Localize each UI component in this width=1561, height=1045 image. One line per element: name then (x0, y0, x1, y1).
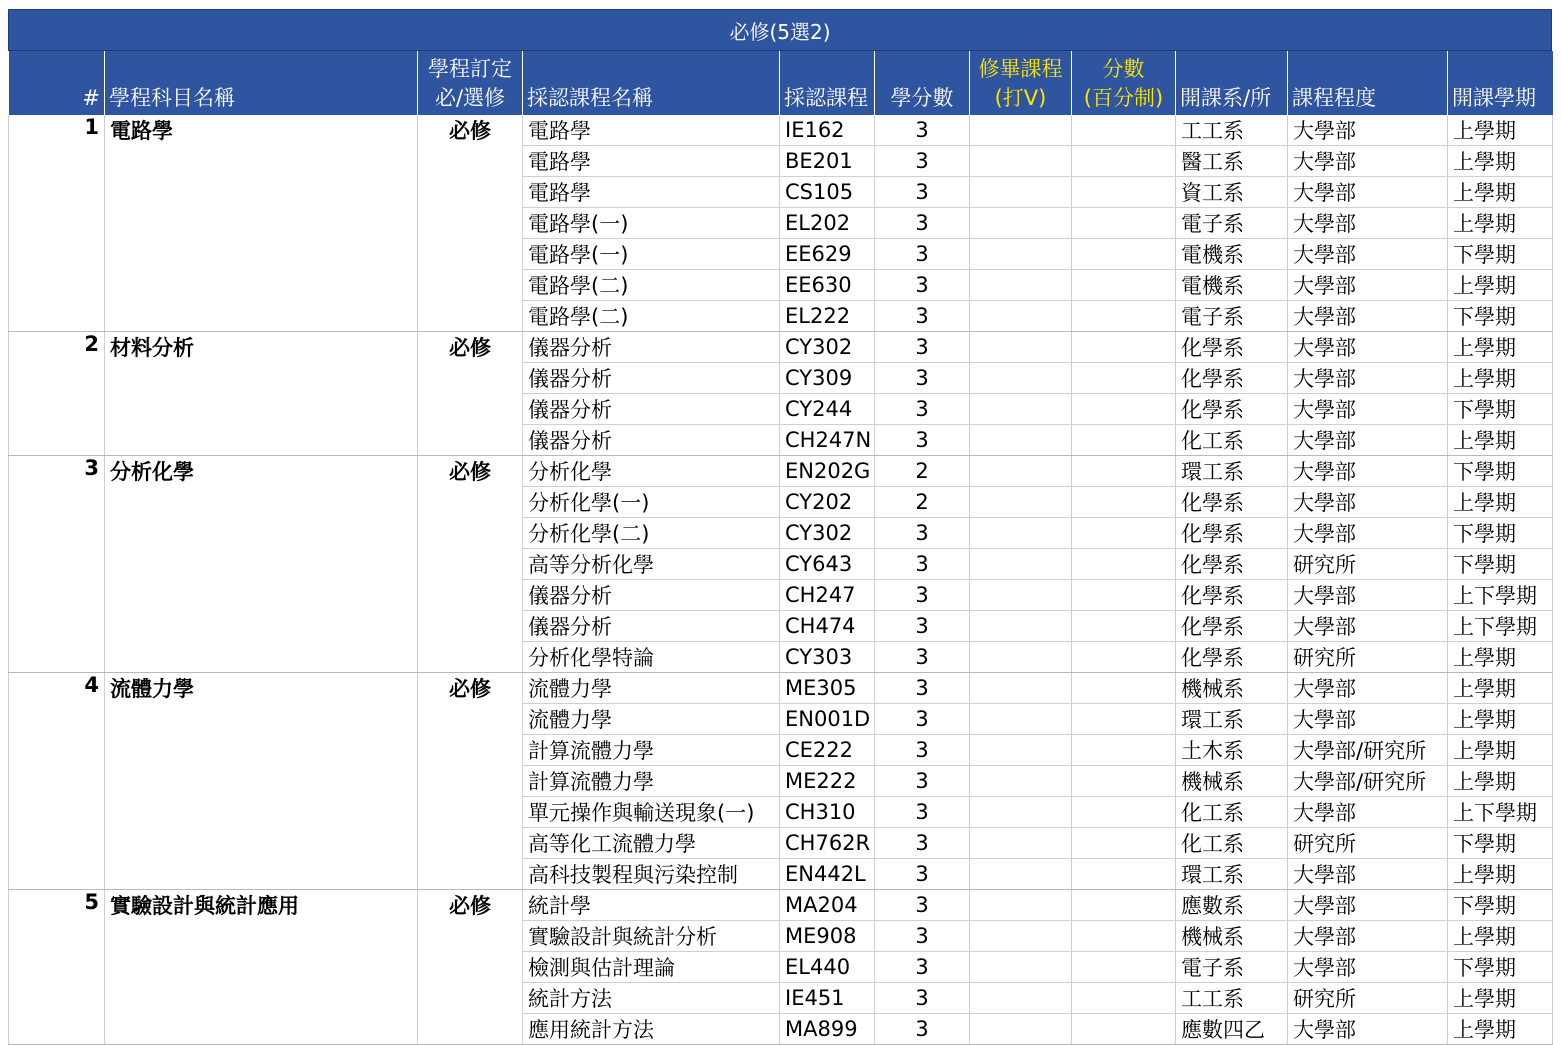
course-semester: 上學期 (1448, 1014, 1553, 1045)
course-department: 應數四乙 (1176, 1014, 1288, 1045)
course-name: 應用統計方法 (523, 1014, 780, 1045)
course-code: MA899 (780, 1014, 875, 1045)
score-cell[interactable] (1072, 704, 1176, 735)
course-semester: 上學期 (1448, 735, 1553, 766)
course-name: 儀器分析 (523, 394, 780, 425)
group-required: 必修 (418, 332, 523, 456)
course-department: 化學系 (1176, 363, 1288, 394)
course-credits: 3 (875, 425, 970, 456)
course-code: CY302 (780, 332, 875, 363)
course-credits: 3 (875, 952, 970, 983)
course-name: 統計學 (523, 890, 780, 921)
header-credits: 學分數 (875, 51, 970, 115)
course-level: 大學部/研究所 (1288, 766, 1448, 797)
course-credits: 3 (875, 518, 970, 549)
course-credits: 3 (875, 115, 970, 146)
course-code: CY309 (780, 363, 875, 394)
header-course-code: 採認課程 (780, 51, 875, 115)
course-level: 大學部 (1288, 425, 1448, 456)
course-code: EL202 (780, 208, 875, 239)
course-name: 流體力學 (523, 673, 780, 704)
score-cell[interactable] (1072, 766, 1176, 797)
course-semester: 下學期 (1448, 456, 1553, 487)
completed-mark-cell[interactable] (970, 673, 1072, 704)
score-cell[interactable] (1072, 1014, 1176, 1045)
course-semester: 上學期 (1448, 425, 1553, 456)
score-cell[interactable] (1072, 580, 1176, 611)
table-row (9, 890, 1553, 921)
score-cell[interactable] (1072, 642, 1176, 673)
course-code: CY244 (780, 394, 875, 425)
score-cell[interactable] (1072, 921, 1176, 952)
course-semester: 上學期 (1448, 859, 1553, 890)
completed-mark-cell[interactable] (970, 301, 1072, 332)
course-credits: 3 (875, 146, 970, 177)
section-banner: 必修(5選2) (8, 9, 1552, 51)
score-cell[interactable] (1072, 115, 1176, 146)
score-cell[interactable] (1072, 425, 1176, 456)
score-cell[interactable] (1072, 735, 1176, 766)
course-code: EN001D (780, 704, 875, 735)
course-department: 化工系 (1176, 425, 1288, 456)
course-semester: 上學期 (1448, 270, 1553, 301)
group-subject: 流體力學 (105, 673, 418, 890)
course-level: 大學部 (1288, 332, 1448, 363)
score-cell[interactable] (1072, 177, 1176, 208)
course-name: 電路學(一) (523, 208, 780, 239)
course-level: 大學部 (1288, 363, 1448, 394)
course-semester: 下學期 (1448, 239, 1553, 270)
course-name: 電路學 (523, 115, 780, 146)
course-name: 分析化學 (523, 456, 780, 487)
header-department: 開課系/所 (1176, 51, 1288, 115)
score-cell[interactable] (1072, 146, 1176, 177)
table-row (9, 456, 1553, 487)
completed-mark-cell[interactable] (970, 580, 1072, 611)
course-credits: 2 (875, 456, 970, 487)
group-index: 4 (9, 673, 105, 890)
course-credits: 3 (875, 363, 970, 394)
group-required: 必修 (418, 673, 523, 890)
course-name: 電路學(二) (523, 301, 780, 332)
course-department: 化學系 (1176, 487, 1288, 518)
course-department: 電子系 (1176, 301, 1288, 332)
score-cell[interactable] (1072, 208, 1176, 239)
course-credits: 3 (875, 332, 970, 363)
course-department: 應數系 (1176, 890, 1288, 921)
header-completed-line2: (打V) (994, 86, 1047, 110)
course-credits: 3 (875, 1014, 970, 1045)
header-completed (970, 51, 1072, 115)
table-row (9, 332, 1553, 363)
course-semester: 上學期 (1448, 208, 1553, 239)
course-department: 電機系 (1176, 270, 1288, 301)
course-department: 資工系 (1176, 177, 1288, 208)
course-credits: 3 (875, 735, 970, 766)
course-credits: 3 (875, 859, 970, 890)
course-credits: 3 (875, 673, 970, 704)
course-name: 儀器分析 (523, 580, 780, 611)
course-name: 電路學 (523, 146, 780, 177)
header-score-line1: 分數 (1102, 57, 1145, 81)
course-department: 工工系 (1176, 115, 1288, 146)
completed-mark-cell[interactable] (970, 921, 1072, 952)
score-cell[interactable] (1072, 301, 1176, 332)
course-level: 研究所 (1288, 642, 1448, 673)
course-code: CY643 (780, 549, 875, 580)
score-cell[interactable] (1072, 797, 1176, 828)
course-name: 儀器分析 (523, 332, 780, 363)
course-table-body (9, 115, 1553, 1045)
completed-mark-cell[interactable] (970, 146, 1072, 177)
course-level: 大學部/研究所 (1288, 735, 1448, 766)
course-credits: 3 (875, 797, 970, 828)
course-semester: 上學期 (1448, 642, 1553, 673)
header-index: # (9, 51, 105, 115)
course-name: 電路學(二) (523, 270, 780, 301)
course-department: 化學系 (1176, 394, 1288, 425)
course-name: 統計方法 (523, 983, 780, 1014)
course-name: 檢測與估計理論 (523, 952, 780, 983)
course-name: 電路學 (523, 177, 780, 208)
course-name: 分析化學(一) (523, 487, 780, 518)
course-code: CH762R (780, 828, 875, 859)
course-credits: 3 (875, 208, 970, 239)
completed-mark-cell[interactable] (970, 270, 1072, 301)
score-cell[interactable] (1072, 673, 1176, 704)
course-credits: 2 (875, 487, 970, 518)
course-credits: 3 (875, 177, 970, 208)
course-name: 計算流體力學 (523, 766, 780, 797)
group-index: 1 (9, 115, 105, 332)
group-subject: 材料分析 (105, 332, 418, 456)
course-department: 工工系 (1176, 983, 1288, 1014)
course-department: 機械系 (1176, 673, 1288, 704)
completed-mark-cell[interactable] (970, 456, 1072, 487)
course-semester: 下學期 (1448, 952, 1553, 983)
course-semester: 上學期 (1448, 177, 1553, 208)
course-level: 大學部 (1288, 921, 1448, 952)
course-level: 大學部 (1288, 115, 1448, 146)
course-department: 化學系 (1176, 642, 1288, 673)
course-semester: 上學期 (1448, 704, 1553, 735)
course-level: 大學部 (1288, 704, 1448, 735)
course-name: 儀器分析 (523, 611, 780, 642)
group-required: 必修 (418, 456, 523, 673)
score-cell[interactable] (1072, 859, 1176, 890)
course-department: 土木系 (1176, 735, 1288, 766)
score-cell[interactable] (1072, 332, 1176, 363)
completed-mark-cell[interactable] (970, 487, 1072, 518)
group-subject: 分析化學 (105, 456, 418, 673)
course-department: 醫工系 (1176, 146, 1288, 177)
score-cell[interactable] (1072, 270, 1176, 301)
course-code: IE162 (780, 115, 875, 146)
course-level: 大學部 (1288, 301, 1448, 332)
completed-mark-cell[interactable] (970, 642, 1072, 673)
score-cell[interactable] (1072, 394, 1176, 425)
score-cell[interactable] (1072, 456, 1176, 487)
course-level: 大學部 (1288, 270, 1448, 301)
score-cell[interactable] (1072, 983, 1176, 1014)
course-level: 大學部 (1288, 208, 1448, 239)
course-level: 研究所 (1288, 828, 1448, 859)
course-code: EE629 (780, 239, 875, 270)
group-index: 5 (9, 890, 105, 1045)
table-row (9, 673, 1553, 704)
course-department: 環工系 (1176, 704, 1288, 735)
course-department: 電機系 (1176, 239, 1288, 270)
header-course-name: 採認課程名稱 (523, 51, 780, 115)
course-department: 化工系 (1176, 797, 1288, 828)
course-level: 大學部 (1288, 487, 1448, 518)
course-semester: 上學期 (1448, 146, 1553, 177)
score-cell[interactable] (1072, 611, 1176, 642)
course-semester: 上下學期 (1448, 611, 1553, 642)
course-code: ME908 (780, 921, 875, 952)
completed-mark-cell[interactable] (970, 177, 1072, 208)
completed-mark-cell[interactable] (970, 518, 1072, 549)
completed-mark-cell[interactable] (970, 208, 1072, 239)
course-credits: 3 (875, 983, 970, 1014)
course-level: 大學部 (1288, 611, 1448, 642)
course-code: BE201 (780, 146, 875, 177)
completed-mark-cell[interactable] (970, 952, 1072, 983)
course-credits: 3 (875, 642, 970, 673)
course-code: EN202G (780, 456, 875, 487)
course-level: 大學部 (1288, 456, 1448, 487)
course-semester: 上下學期 (1448, 580, 1553, 611)
completed-mark-cell[interactable] (970, 239, 1072, 270)
completed-mark-cell[interactable] (970, 704, 1072, 735)
course-semester: 下學期 (1448, 828, 1553, 859)
course-code: ME222 (780, 766, 875, 797)
course-semester: 上學期 (1448, 332, 1553, 363)
course-semester: 上學期 (1448, 921, 1553, 952)
course-credits: 3 (875, 828, 970, 859)
score-cell[interactable] (1072, 363, 1176, 394)
course-department: 電子系 (1176, 952, 1288, 983)
course-sheet (8, 9, 1552, 1045)
course-name: 儀器分析 (523, 425, 780, 456)
course-code: MA204 (780, 890, 875, 921)
completed-mark-cell[interactable] (970, 859, 1072, 890)
completed-mark-cell[interactable] (970, 425, 1072, 456)
course-code: CY202 (780, 487, 875, 518)
completed-mark-cell[interactable] (970, 115, 1072, 146)
course-name: 高等化工流體力學 (523, 828, 780, 859)
completed-mark-cell[interactable] (970, 363, 1072, 394)
course-credits: 3 (875, 766, 970, 797)
completed-mark-cell[interactable] (970, 890, 1072, 921)
group-required: 必修 (418, 890, 523, 1045)
completed-mark-cell[interactable] (970, 766, 1072, 797)
course-semester: 上學期 (1448, 983, 1553, 1014)
completed-mark-cell[interactable] (970, 983, 1072, 1014)
course-level: 大學部 (1288, 859, 1448, 890)
group-subject: 電路學 (105, 115, 418, 332)
course-department: 化學系 (1176, 518, 1288, 549)
course-level: 研究所 (1288, 549, 1448, 580)
header-score (1072, 51, 1176, 115)
course-level: 大學部 (1288, 146, 1448, 177)
course-department: 電子系 (1176, 208, 1288, 239)
course-department: 化學系 (1176, 332, 1288, 363)
course-code: CE222 (780, 735, 875, 766)
score-cell[interactable] (1072, 890, 1176, 921)
course-level: 大學部 (1288, 1014, 1448, 1045)
score-cell[interactable] (1072, 549, 1176, 580)
course-credits: 3 (875, 549, 970, 580)
header-required-line1: 學程訂定 (428, 57, 512, 81)
completed-mark-cell[interactable] (970, 394, 1072, 425)
completed-mark-cell[interactable] (970, 735, 1072, 766)
course-semester: 下學期 (1448, 890, 1553, 921)
course-department: 環工系 (1176, 456, 1288, 487)
score-cell[interactable] (1072, 518, 1176, 549)
course-name: 流體力學 (523, 704, 780, 735)
group-subject: 實驗設計與統計應用 (105, 890, 418, 1045)
course-code: CY302 (780, 518, 875, 549)
header-score-line2: (百分制) (1083, 86, 1164, 110)
course-level: 研究所 (1288, 983, 1448, 1014)
course-level: 大學部 (1288, 797, 1448, 828)
completed-mark-cell[interactable] (970, 828, 1072, 859)
score-cell[interactable] (1072, 239, 1176, 270)
course-department: 機械系 (1176, 766, 1288, 797)
course-level: 大學部 (1288, 580, 1448, 611)
course-name: 分析化學特論 (523, 642, 780, 673)
course-code: EL222 (780, 301, 875, 332)
completed-mark-cell[interactable] (970, 797, 1072, 828)
completed-mark-cell[interactable] (970, 549, 1072, 580)
course-credits: 3 (875, 890, 970, 921)
course-semester: 上學期 (1448, 115, 1553, 146)
course-department: 化工系 (1176, 828, 1288, 859)
completed-mark-cell[interactable] (970, 332, 1072, 363)
course-semester: 下學期 (1448, 301, 1553, 332)
course-name: 計算流體力學 (523, 735, 780, 766)
course-code: CH310 (780, 797, 875, 828)
header-completed-line1: 修畢課程 (978, 57, 1063, 81)
course-name: 高科技製程與污染控制 (523, 859, 780, 890)
course-code: IE451 (780, 983, 875, 1014)
course-credits: 3 (875, 270, 970, 301)
course-semester: 下學期 (1448, 518, 1553, 549)
course-code: EE630 (780, 270, 875, 301)
course-level: 大學部 (1288, 673, 1448, 704)
course-credits: 3 (875, 921, 970, 952)
completed-mark-cell[interactable] (970, 611, 1072, 642)
course-name: 分析化學(二) (523, 518, 780, 549)
course-name: 電路學(一) (523, 239, 780, 270)
group-index: 3 (9, 456, 105, 673)
course-code: CY303 (780, 642, 875, 673)
course-department: 化學系 (1176, 549, 1288, 580)
course-level: 大學部 (1288, 239, 1448, 270)
course-semester: 上學期 (1448, 673, 1553, 704)
course-credits: 3 (875, 394, 970, 425)
course-semester: 下學期 (1448, 549, 1553, 580)
group-index: 2 (9, 332, 105, 456)
header-required-line2: 必/選修 (434, 86, 506, 110)
header-row (9, 51, 1553, 115)
course-code: ME305 (780, 673, 875, 704)
course-code: EN442L (780, 859, 875, 890)
course-name: 儀器分析 (523, 363, 780, 394)
course-semester: 上學期 (1448, 766, 1553, 797)
course-level: 大學部 (1288, 518, 1448, 549)
course-name: 高等分析化學 (523, 549, 780, 580)
course-code: CH247 (780, 580, 875, 611)
course-code: CH474 (780, 611, 875, 642)
course-semester: 上學期 (1448, 487, 1553, 518)
course-name: 單元操作與輸送現象(一) (523, 797, 780, 828)
header-subject: 學程科目名稱 (105, 51, 418, 115)
header-level: 課程程度 (1288, 51, 1448, 115)
score-cell[interactable] (1072, 828, 1176, 859)
course-level: 大學部 (1288, 177, 1448, 208)
course-name: 實驗設計與統計分析 (523, 921, 780, 952)
course-department: 環工系 (1176, 859, 1288, 890)
score-cell[interactable] (1072, 952, 1176, 983)
course-level: 大學部 (1288, 890, 1448, 921)
table-row (9, 115, 1553, 146)
course-department: 化學系 (1176, 611, 1288, 642)
course-credits: 3 (875, 704, 970, 735)
group-required: 必修 (418, 115, 523, 332)
course-code: CS105 (780, 177, 875, 208)
course-semester: 下學期 (1448, 394, 1553, 425)
course-table (8, 51, 1553, 1045)
header-required (418, 51, 523, 115)
course-code: CH247N (780, 425, 875, 456)
course-level: 大學部 (1288, 952, 1448, 983)
course-semester: 上下學期 (1448, 797, 1553, 828)
course-department: 化學系 (1176, 580, 1288, 611)
course-credits: 3 (875, 611, 970, 642)
header-semester: 開課學期 (1448, 51, 1553, 115)
course-department: 機械系 (1176, 921, 1288, 952)
course-credits: 3 (875, 239, 970, 270)
course-credits: 3 (875, 301, 970, 332)
course-credits: 3 (875, 580, 970, 611)
score-cell[interactable] (1072, 487, 1176, 518)
course-semester: 上學期 (1448, 363, 1553, 394)
completed-mark-cell[interactable] (970, 1014, 1072, 1045)
course-level: 大學部 (1288, 394, 1448, 425)
course-code: EL440 (780, 952, 875, 983)
